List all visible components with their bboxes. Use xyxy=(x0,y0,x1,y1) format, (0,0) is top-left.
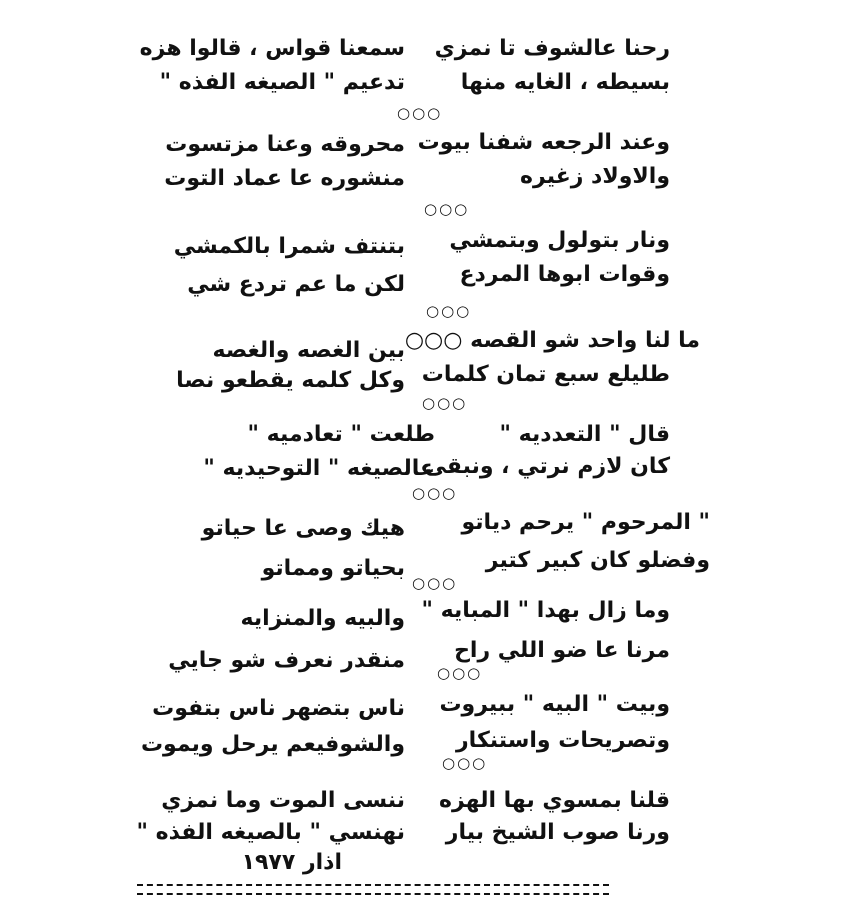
verse-line: طلعت " تعادميه " xyxy=(247,422,435,447)
verse-line: وقوات ابوها المردع xyxy=(459,262,670,287)
closing-dashed-rule xyxy=(137,893,609,895)
stanza-separator: ○○○ xyxy=(397,104,443,122)
verse-line: بتنتف شمرا بالكمشي xyxy=(173,234,405,259)
verse-line: " المرحوم " يرحم دياتو xyxy=(461,510,710,535)
verse-line: نهنسي " بالصيغه الفذه " xyxy=(136,820,405,845)
verse-line: كان لازم نرتي ، ونبقى xyxy=(424,454,670,479)
poem-date: اذار ١٩٧٧ xyxy=(241,850,342,875)
verse-line: ما لنا واحد شو القصه ○○○ xyxy=(404,328,700,353)
verse-line: مرنا عا ضو اللي راح xyxy=(454,638,670,663)
verse-line: ننسى الموت وما نمزي xyxy=(161,788,405,813)
verse-line: تدعيم " الصيغه الفذه " xyxy=(159,70,405,95)
verse-line: والبيه والمنزايه xyxy=(240,606,405,631)
verse-line: قال " التعدديه " xyxy=(499,422,670,447)
verse-line: محروقه وعنا مزتسوت xyxy=(165,132,405,157)
stanza-separator: ○○○ xyxy=(426,302,472,320)
verse-line: لكن ما عم تردع شي xyxy=(187,272,405,297)
verse-line: سمعنا قواس ، قالوا هزه xyxy=(139,36,405,61)
verse-line: طليلع سبع تمان كلمات xyxy=(421,362,670,387)
closing-dashed-rule xyxy=(137,884,609,886)
stanza-separator: ○○○ xyxy=(442,754,488,772)
verse-line: بين الغصه والغصه xyxy=(212,338,405,363)
verse-line: وعند الرجعه شفنا بيوت xyxy=(417,130,670,155)
verse-line: والشوفيعم يرحل ويموت xyxy=(140,732,405,757)
stanza-separator: ○○○ xyxy=(422,394,468,412)
verse-line: قلنا بمسوي بها الهزه xyxy=(439,788,670,813)
verse-line: ناس بتضهر ناس بتفوت xyxy=(152,696,405,721)
verse-line: منقدر نعرف شو جايي xyxy=(168,648,405,673)
verse-line: ورنا صوب الشيخ بيار xyxy=(445,820,670,845)
verse-line: بحياتو ومماتو xyxy=(261,556,405,581)
verse-line: والاولاد زغيره xyxy=(520,164,670,189)
stanza-separator: ○○○ xyxy=(412,484,458,502)
stanza-separator: ○○○ xyxy=(437,664,483,682)
verse-line: ونار بتولول وبتمشي xyxy=(449,228,670,253)
verse-line: وما زال بهدا " المبايه " xyxy=(421,598,670,623)
verse-line: هيك وصى عا حياتو xyxy=(201,516,405,541)
stanza-separator: ○○○ xyxy=(424,200,470,218)
verse-line: وفضلو كان كبير كتير xyxy=(485,548,710,573)
verse-line: عالصيغه " التوحيديه " xyxy=(203,456,435,481)
verse-line: وكل كلمه يقطعو نصا xyxy=(176,368,405,393)
verse-line: بسيطه ، الغايه منها xyxy=(460,70,670,95)
stanza-separator: ○○○ xyxy=(412,574,458,592)
verse-line: وبيت " البيه " ببيروت xyxy=(439,692,670,717)
verse-line: منشوره عا عماد التوت xyxy=(164,166,405,191)
verse-line: رحنا عالشوف تا نمزي xyxy=(434,36,670,61)
verse-line: وتصريحات واستنكار xyxy=(456,728,670,753)
